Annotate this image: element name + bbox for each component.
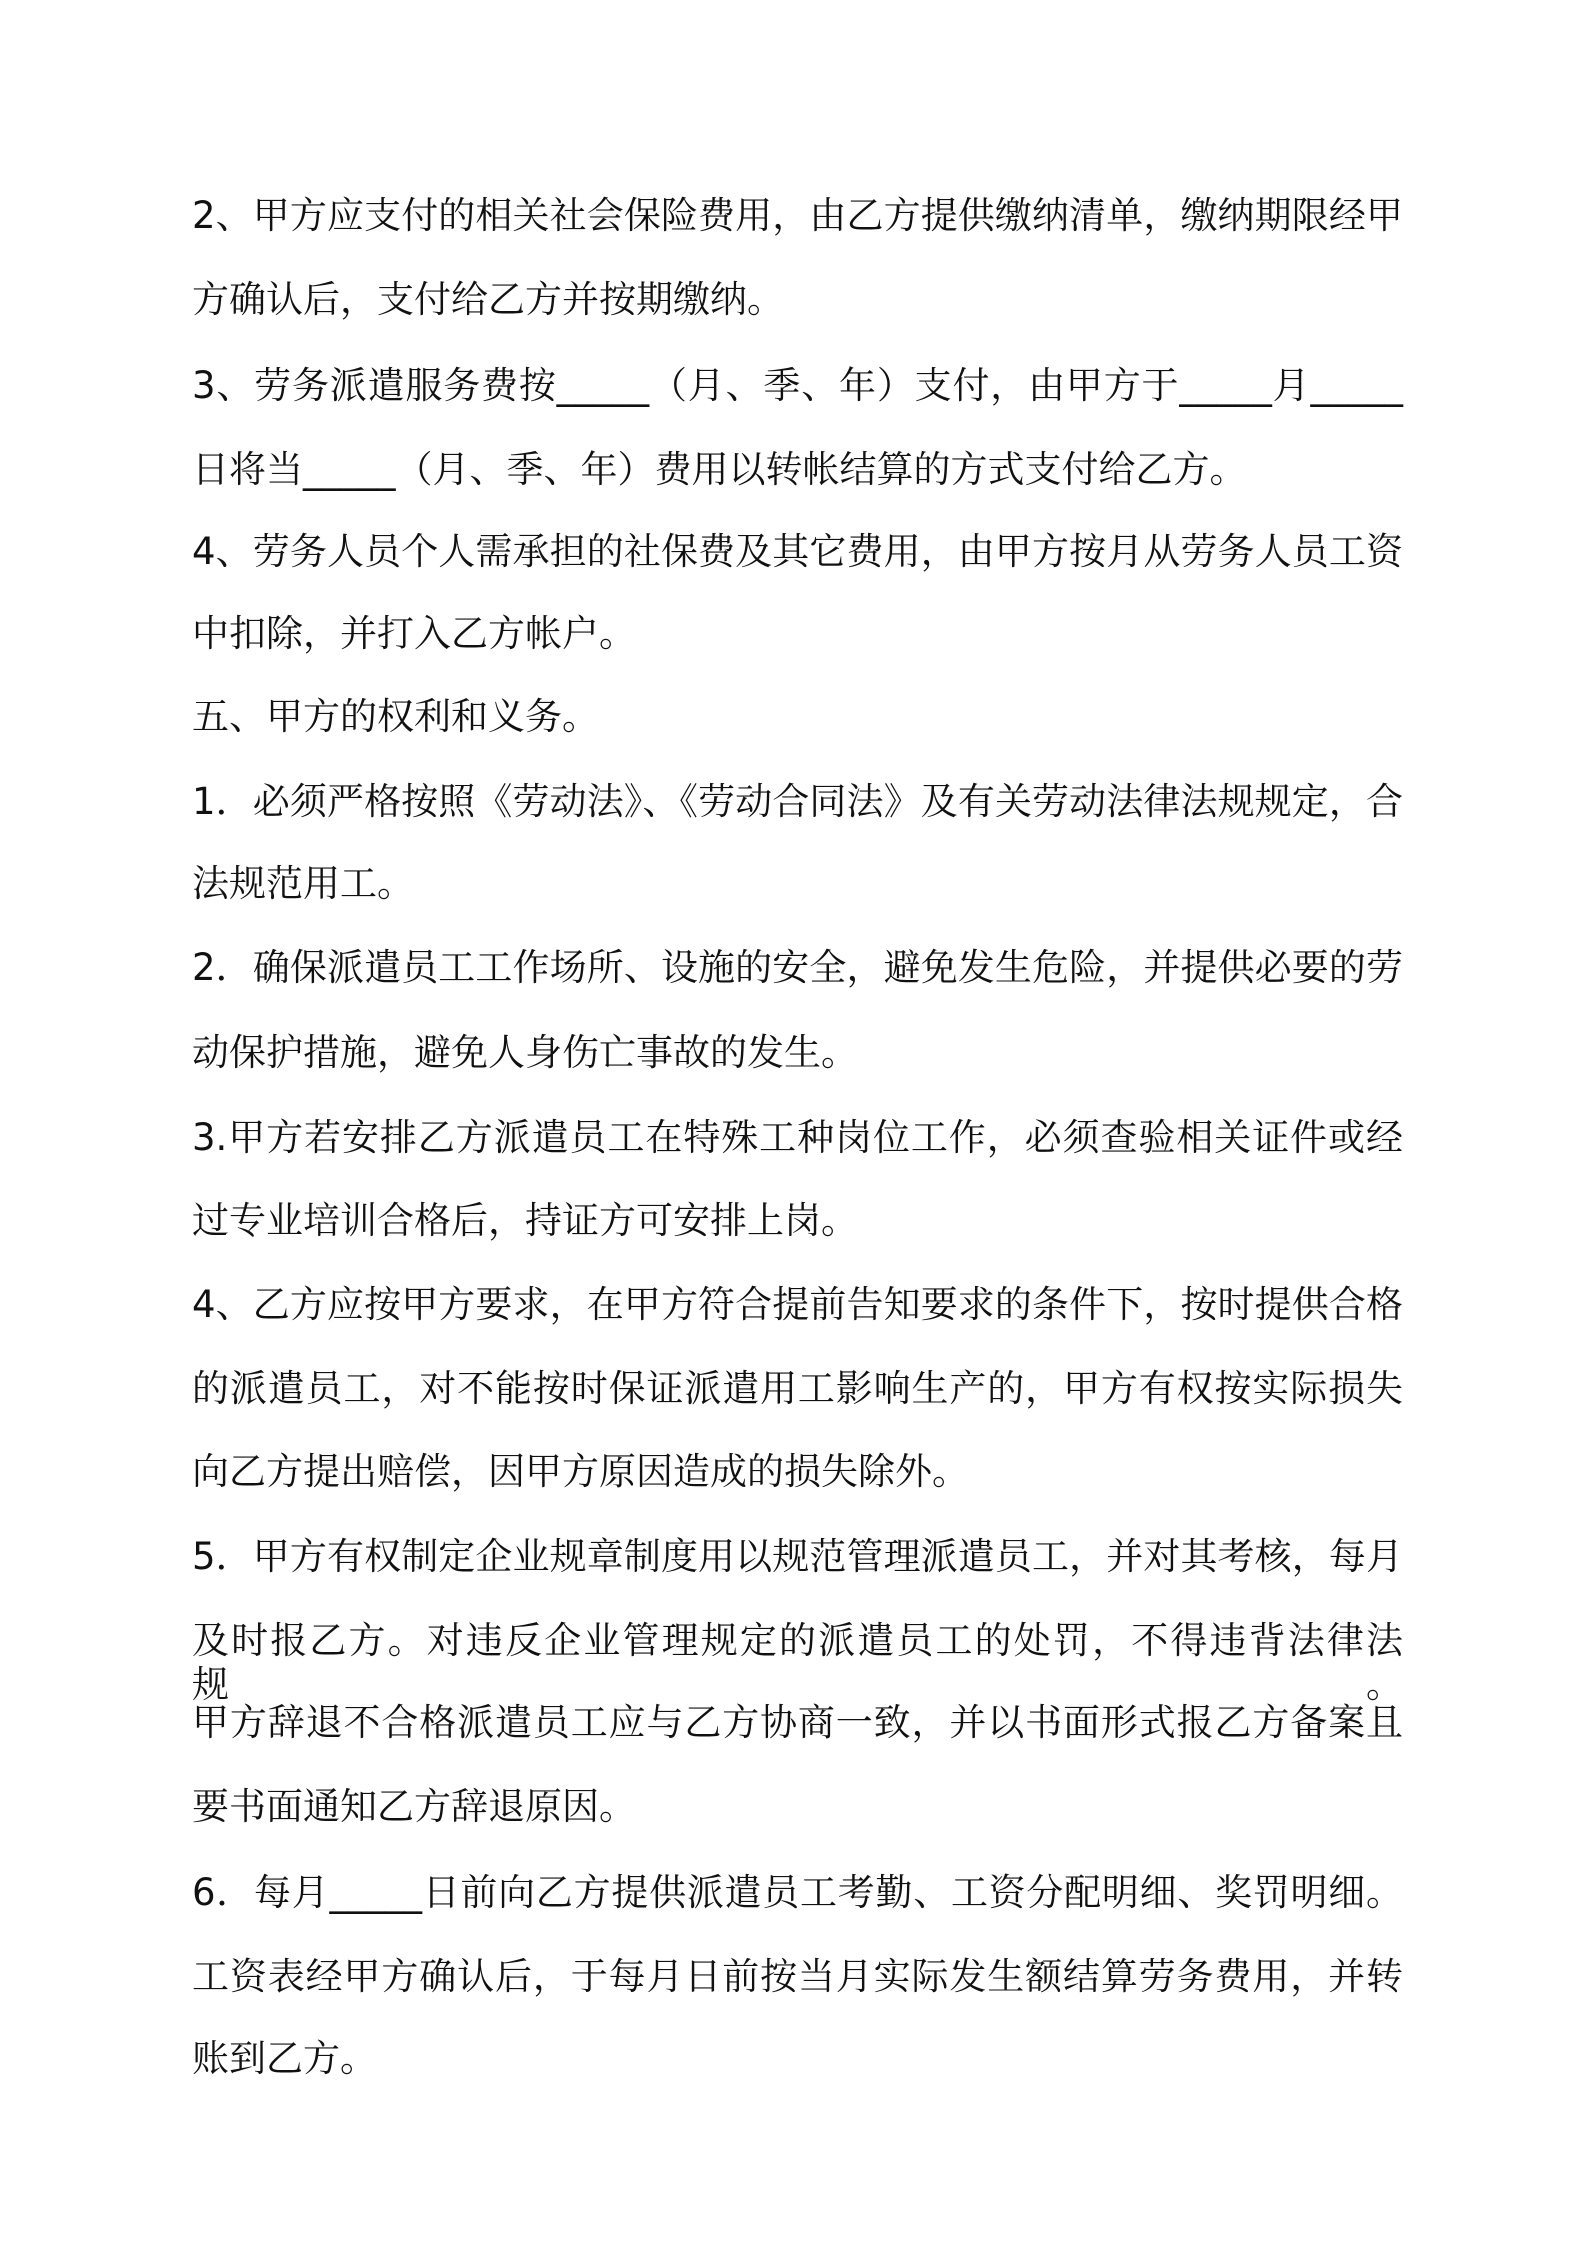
text-line: 五、甲方的权利和义务。 <box>192 695 599 738</box>
text-line: 动保护措施，避免人身伤亡事故的发生。 <box>192 1031 858 1074</box>
text-line: 过专业培训合格后，持证方可安排上岗。 <box>192 1199 858 1242</box>
text-line: 中扣除，并打入乙方帐户。 <box>192 612 636 655</box>
text-line: 甲方辞退不合格派遣员工应与乙方协商一致，并以书面形式报乙方备案且 <box>192 1701 1403 1744</box>
text-line: 2．确保派遣员工工作场所、设施的安全，避免发生危险，并提供必要的劳 <box>192 946 1403 989</box>
text-line: 法规范用工。 <box>192 862 414 905</box>
text-line: 要书面通知乙方辞退原因。 <box>192 1785 636 1828</box>
text-line: 工资表经甲方确认后，于每月日前按当月实际发生额结算劳务费用，并转 <box>192 1955 1403 1998</box>
text-line: 日将当_____（月、季、年）费用以转帐结算的方式支付给乙方。 <box>192 448 1247 491</box>
text-line: 账到乙方。 <box>192 2037 377 2080</box>
text-line: 的派遣员工，对不能按时保证派遣用工影响生产的，甲方有权按实际损失 <box>192 1367 1403 1410</box>
text-line: 4、乙方应按甲方要求，在甲方符合提前告知要求的条件下，按时提供合格 <box>192 1283 1403 1326</box>
text-line: 5．甲方有权制定企业规章制度用以规范管理派遣员工，并对其考核，每月 <box>192 1535 1403 1578</box>
text-line: 方确认后，支付给乙方并按期缴纳。 <box>192 278 784 321</box>
text-line: 3、劳务派遣服务费按_____（月、季、年）支付，由甲方于_____月_____ <box>192 364 1403 407</box>
text-line: 及时报乙方。对违反企业管理规定的派遣员工的处罚，不得违背法律法规。 <box>192 1619 1403 1706</box>
text-line: 6．每月_____日前向乙方提供派遣员工考勤、工资分配明细、奖罚明细。 <box>192 1871 1403 1914</box>
text-line: 向乙方提出赔偿，因甲方原因造成的损失除外。 <box>192 1450 969 1493</box>
text-line: 1．必须严格按照《劳动法》、《劳动合同法》及有关劳动法律法规规定，合 <box>192 780 1403 823</box>
text-line: 3.甲方若安排乙方派遣员工在特殊工种岗位工作，必须查验相关证件或经 <box>192 1116 1403 1159</box>
text-line: 4、劳务人员个人需承担的社保费及其它费用，由甲方按月从劳务人员工资 <box>192 530 1403 573</box>
text-line: 2、甲方应支付的相关社会保险费用，由乙方提供缴纳清单，缴纳期限经甲 <box>192 194 1403 237</box>
